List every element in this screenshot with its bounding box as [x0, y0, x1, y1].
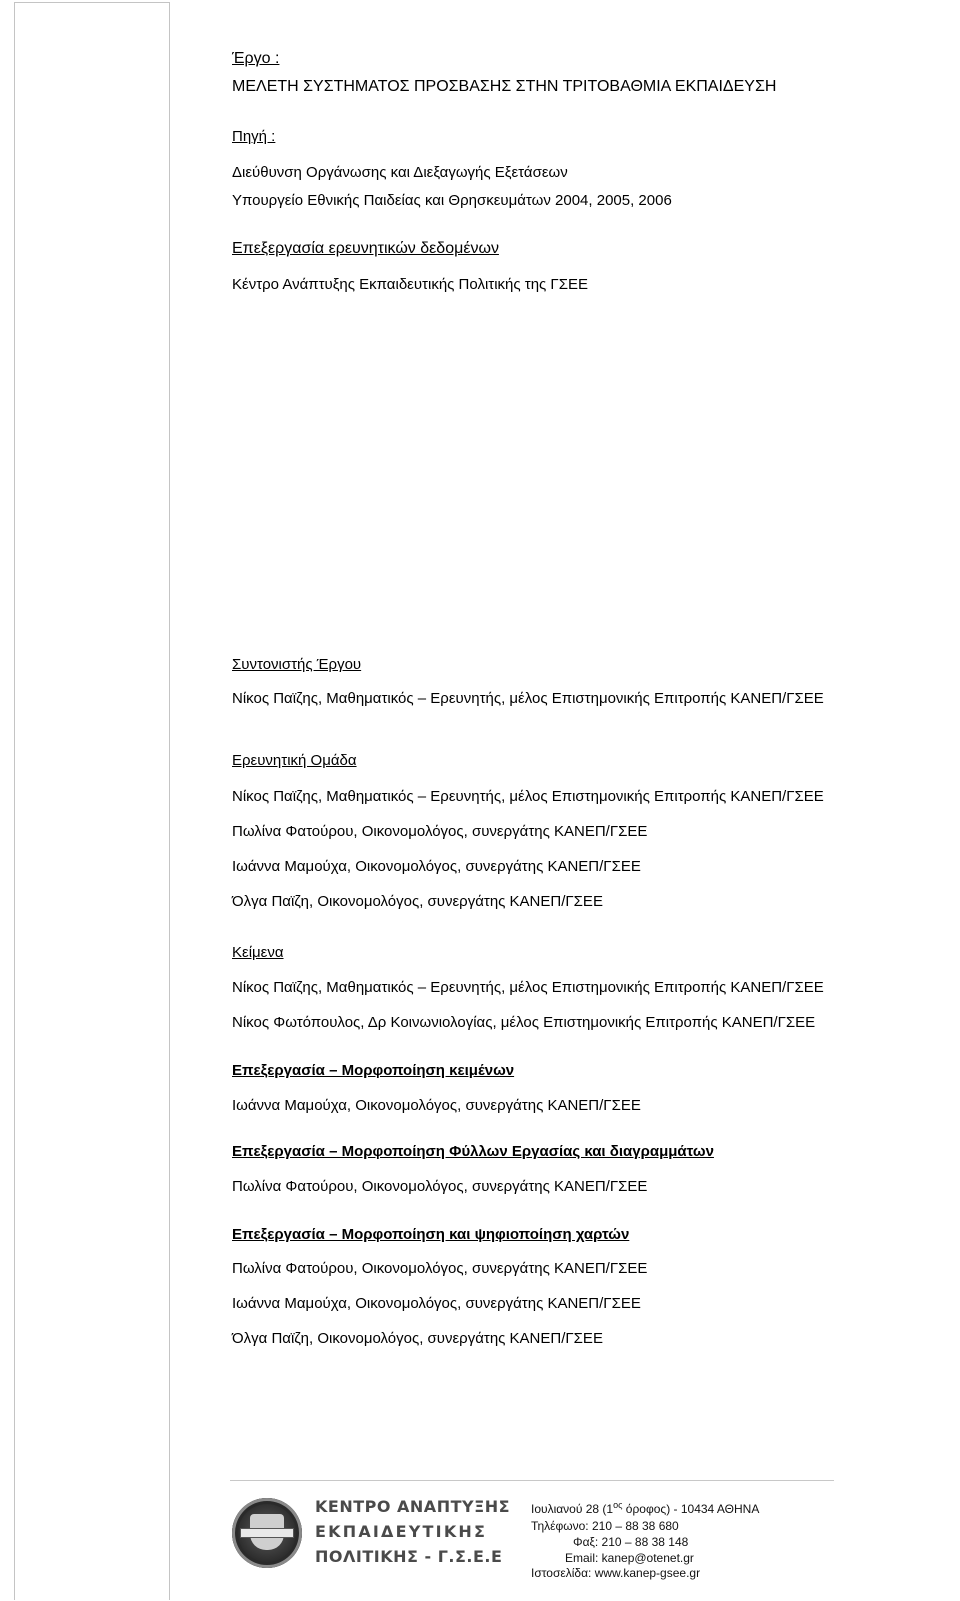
- seal-band: [240, 1528, 294, 1538]
- source-line-1: Διεύθυνση Οργάνωσης και Διεξαγωγής Εξετάσεων: [232, 164, 568, 181]
- project-title: ΜΕΛΕΤΗ ΣΥΣΤΗΜΑΤΟΣ ΠΡΟΣΒΑΣΗΣ ΣΤΗΝ ΤΡΙΤΟΒΑΘΜΙΑ ΕΚΠΑΙΔΕΥΣΗ: [232, 78, 777, 95]
- formatting-maps-member: Πωλίνα Φατούρου, Οικονομολόγος, συνεργάτης ΚΑΝΕΠ/ΓΣΕΕ: [232, 1260, 648, 1277]
- project-label: Έργο :: [232, 50, 280, 67]
- texts-member: Νίκος Φωτόπουλος, Δρ Κοινωνιολογίας, μέλος Επιστημονικής Επιτροπής ΚΑΝΕΠ/ΓΣΕΕ: [232, 1014, 816, 1031]
- team-label: Ερευνητική Ομάδα: [232, 752, 357, 769]
- formatting-sheets-member: Πωλίνα Φατούρου, Οικονομολόγος, συνεργάτης ΚΑΝΕΠ/ΓΣΕΕ: [232, 1178, 648, 1195]
- kanep-logo: [232, 1496, 511, 1574]
- logo-line-2: ΕΚΠΑΙΔΕΥΤΙΚΗΣ: [315, 1522, 488, 1541]
- kanep-seal-icon: [232, 1498, 302, 1568]
- coordinator-label: Συντονιστής Έργου: [232, 656, 362, 673]
- formatting-texts-member: Ιωάννα Μαμούχα, Οικονομολόγος, συνεργάτης ΚΑΝΕΠ/ΓΣΕΕ: [232, 1097, 641, 1114]
- processing-label: Επεξεργασία ερευνητικών δεδομένων: [232, 240, 499, 257]
- processing-line-1: Κέντρο Ανάπτυξης Εκπαιδευτικής Πολιτικής της ΓΣΕΕ: [232, 276, 588, 293]
- left-margin-frame: [14, 2, 170, 1600]
- address-sup: ος: [613, 1500, 623, 1510]
- texts-member: Νίκος Παϊζης, Μαθηματικός – Ερευνητής, μέλος Επιστημονικής Επιτροπής ΚΑΝΕΠ/ΓΣΕΕ: [232, 979, 824, 996]
- formatting-texts-label: Επεξεργασία – Μορφοποίηση κειμένων: [232, 1062, 515, 1079]
- logo-line-3: ΠΟΛΙΤΙΚΗΣ - Γ.Σ.Ε.Ε: [315, 1547, 503, 1566]
- footer-website[interactable]: Ιστοσελίδα: www.kanep-gsee.gr: [531, 1566, 701, 1580]
- team-member: Ιωάννα Μαμούχα, Οικονομολόγος, συνεργάτης ΚΑΝΕΠ/ΓΣΕΕ: [232, 858, 641, 875]
- address-pre: Ιουλιανού 28 (1: [531, 1502, 614, 1516]
- source-line-2: Υπουργείο Εθνικής Παιδείας και Θρησκευμάτων 2004, 2005, 2006: [232, 192, 672, 209]
- formatting-maps-label: Επεξεργασία – Μορφοποίηση και ψηφιοποίηση χαρτών: [232, 1226, 630, 1243]
- footer-address: [531, 1498, 759, 1516]
- team-member: Νίκος Παϊζης, Μαθηματικός – Ερευνητής, μέλος Επιστημονικής Επιτροπής ΚΑΝΕΠ/ΓΣΕΕ: [232, 788, 824, 805]
- footer-divider: [230, 1480, 834, 1481]
- team-member: Όλγα Παϊζη, Οικονομολόγος, συνεργάτης ΚΑΝΕΠ/ΓΣΕΕ: [232, 893, 603, 910]
- source-label: Πηγή :: [232, 128, 276, 145]
- footer-fax: Φαξ: 210 – 88 38 148: [573, 1535, 689, 1549]
- address-post: όροφος) - 10434 ΑΘΗΝΑ: [622, 1502, 760, 1516]
- formatting-sheets-label: Επεξεργασία – Μορφοποίηση Φύλλων Εργασίας και διαγραμμάτων: [232, 1143, 714, 1160]
- logo-line-1: ΚΕΝΤΡΟ ΑΝΑΠΤΥΞΗΣ: [315, 1497, 511, 1516]
- formatting-maps-member: Όλγα Παϊζη, Οικονομολόγος, συνεργάτης ΚΑΝΕΠ/ΓΣΕΕ: [232, 1330, 603, 1347]
- coordinator-line-1: Νίκος Παϊζης, Μαθηματικός – Ερευνητής, μέλος Επιστημονικής Επιτροπής ΚΑΝΕΠ/ΓΣΕΕ: [232, 690, 824, 707]
- team-member: Πωλίνα Φατούρου, Οικονομολόγος, συνεργάτης ΚΑΝΕΠ/ΓΣΕΕ: [232, 823, 648, 840]
- footer-phone: Τηλέφωνο: 210 – 88 38 680: [531, 1519, 679, 1533]
- formatting-maps-member: Ιωάννα Μαμούχα, Οικονομολόγος, συνεργάτης ΚΑΝΕΠ/ΓΣΕΕ: [232, 1295, 641, 1312]
- footer-email[interactable]: Email: kanep@otenet.gr: [565, 1551, 694, 1565]
- texts-label: Κείμενα: [232, 944, 284, 961]
